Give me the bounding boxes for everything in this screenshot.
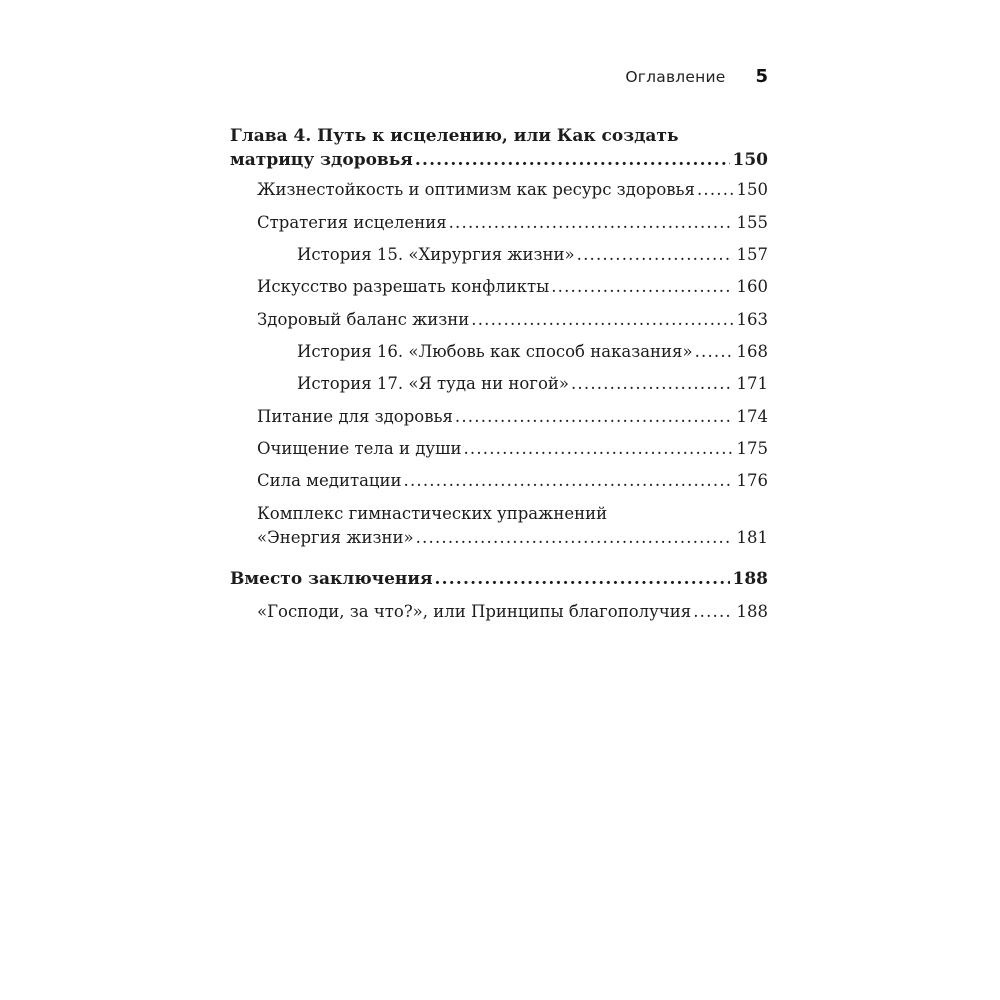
toc-page-number: 155: [736, 213, 768, 232]
dot-leader: [455, 405, 733, 429]
toc-entry-text: Жизнестойкость и оптимизм как ресурс здоровья: [257, 180, 695, 199]
toc-page-number: 150: [736, 180, 768, 199]
toc-entry-chapter-4[interactable]: [230, 124, 768, 172]
toc-entry-conflicts[interactable]: [257, 275, 768, 299]
toc-page-number: 150: [732, 150, 768, 170]
toc-entry-lord-why[interactable]: [257, 600, 768, 624]
toc-entry-text: Искусство разрешать конфликты: [257, 277, 550, 296]
toc-entry-text: Сила медитации: [257, 471, 402, 490]
toc-entry-text: Здоровый баланс жизни: [257, 310, 470, 329]
toc-entry-nutrition[interactable]: [257, 405, 768, 429]
toc-page-number: 188: [732, 569, 768, 589]
toc-entry-text-line2: матрицу здоровья: [230, 150, 413, 170]
toc-entry-cleansing[interactable]: [257, 437, 768, 461]
toc-entry-story-16[interactable]: [297, 340, 768, 364]
toc-entry-text: Очищение тела и души: [257, 439, 462, 458]
toc-page-number: 175: [736, 439, 768, 458]
toc-page-number: 176: [736, 471, 768, 490]
toc-entry-conclusion[interactable]: [230, 567, 768, 591]
toc-entry-story-17[interactable]: [297, 372, 768, 396]
dot-leader: [695, 340, 733, 364]
toc-page-number: 188: [736, 602, 768, 621]
toc-entry-text: Питание для здоровья: [257, 407, 453, 426]
dot-leader: [415, 148, 730, 172]
toc-entry-healing-strategy[interactable]: [257, 211, 768, 235]
running-head: [560, 66, 768, 92]
page-number: 5: [755, 66, 768, 87]
toc-entry-gymnastics[interactable]: [257, 502, 768, 550]
dot-leader: [693, 600, 733, 624]
toc-page-number: 174: [736, 407, 768, 426]
toc-entry-story-15[interactable]: [297, 243, 768, 267]
toc-entry-meditation[interactable]: [257, 469, 768, 493]
toc-entry-text: Вместо заключения: [230, 569, 433, 589]
toc-entry-text: История 17. «Я туда ни ногой»: [297, 374, 569, 393]
dot-leader: [463, 437, 733, 461]
dot-leader: [551, 275, 733, 299]
dot-leader: [404, 469, 733, 493]
toc-entry-resilience[interactable]: [257, 178, 768, 202]
toc-entry-life-balance[interactable]: [257, 308, 768, 332]
toc-entry-text-line1: Комплекс гимнастических упражнений: [257, 504, 608, 523]
toc-page-number: 163: [736, 310, 768, 329]
toc-entry-text-line1: Глава 4. Путь к исцелению, или Как создать: [230, 126, 679, 146]
toc-page-number: 168: [736, 342, 768, 361]
dot-leader: [697, 178, 733, 202]
running-head-title: Оглавление: [625, 68, 726, 86]
toc-entry-text: История 15. «Хирургия жизни»: [297, 245, 575, 264]
toc-entry-text: «Господи, за что?», или Принципы благополучия: [257, 602, 692, 621]
dot-leader: [416, 526, 733, 550]
dot-leader: [571, 372, 733, 396]
toc-entry-text-line2: «Энергия жизни»: [257, 528, 414, 547]
toc-page-number: 171: [736, 374, 768, 393]
toc-entry-text: Стратегия исцеления: [257, 213, 447, 232]
dot-leader: [449, 211, 733, 235]
dot-leader: [471, 308, 733, 332]
dot-leader: [435, 567, 730, 591]
toc-entry-text: История 16. «Любовь как способ наказания»: [297, 342, 693, 361]
toc-page-number: 160: [736, 277, 768, 296]
toc-page-number: 157: [736, 245, 768, 264]
toc-page-number: 181: [736, 528, 768, 547]
dot-leader: [577, 243, 733, 267]
